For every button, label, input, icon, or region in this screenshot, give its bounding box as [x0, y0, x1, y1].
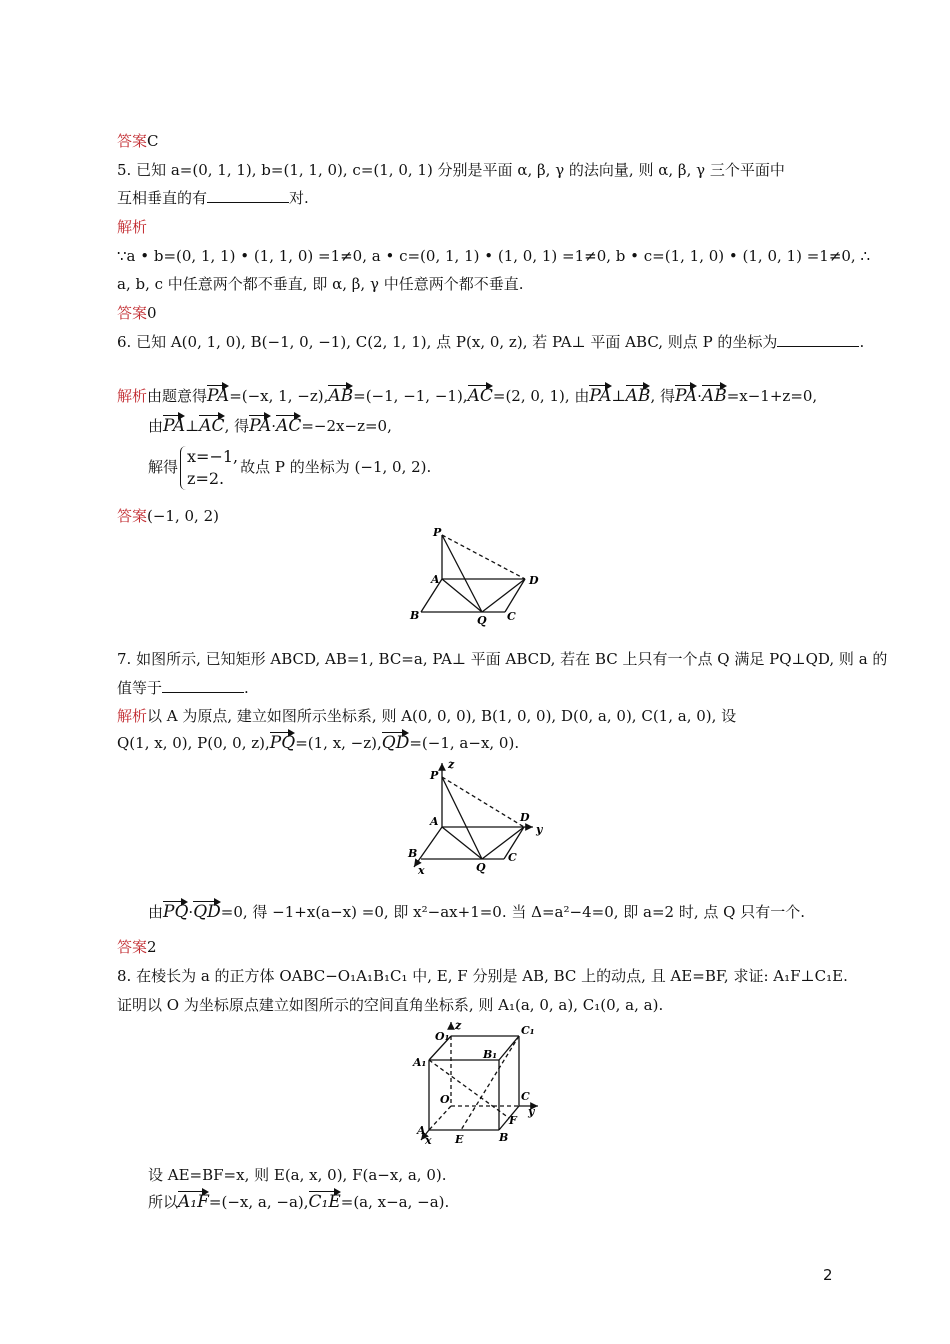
label-D: D	[520, 811, 530, 824]
q5-stem-line1: 5. 已知 a=(0, 1, 1), b=(1, 1, 0), c=(1, 0, 1) 分别是平面 α, β, γ 的法向量, 则 α, β, γ 三个平面中	[117, 161, 785, 179]
page-number: 2	[823, 1266, 833, 1284]
label-C1: C₁	[521, 1024, 535, 1037]
edge-PQ	[442, 535, 482, 612]
label-B: B	[408, 847, 418, 860]
vector-C1E: C₁E	[309, 1188, 341, 1210]
label-P: P	[433, 526, 442, 539]
vector-PA: PA	[207, 382, 229, 404]
edge-AQ	[442, 579, 482, 612]
label-O1: O₁	[435, 1030, 450, 1043]
figure-pyramid-axes	[400, 757, 550, 879]
q5-stem-line2: 互相垂直的有 对.	[117, 189, 309, 207]
q7-stem-line1: 7. 如图所示, 已知矩形 ABCD, AB=1, BC=a, PA⊥ 平面 ABCD, 若在 BC 上只有一个点 Q 满足 PQ⊥QD, 则 a 的	[117, 650, 888, 668]
q5-analysis-label: 解析	[117, 218, 148, 236]
equation-system: x=−1, z=2.	[180, 446, 238, 490]
edge-PD	[442, 535, 525, 579]
edge-AQ	[442, 827, 482, 859]
label-y: y	[536, 823, 543, 836]
q5-answer-line: 答案0	[117, 304, 157, 322]
label-A: A	[430, 815, 439, 828]
q7-stem-line2: 值等于 .	[117, 679, 249, 697]
answer-blank	[207, 188, 289, 203]
label-O: O	[440, 1093, 450, 1106]
edge-DC	[505, 579, 525, 612]
label-B1: B₁	[483, 1048, 498, 1061]
figure-pyramid	[405, 522, 545, 627]
label-D: D	[529, 574, 539, 587]
vector-AC: AC	[468, 382, 493, 404]
prev-answer-line	[117, 130, 159, 152]
label-C: C	[507, 610, 516, 623]
label-E: E	[455, 1133, 464, 1146]
answer-blank	[777, 332, 859, 347]
answer-value: C	[147, 132, 159, 150]
segment-A1F	[429, 1060, 509, 1118]
label-C: C	[508, 851, 517, 864]
edge-B1C1	[499, 1036, 519, 1060]
label-x: x	[425, 1134, 432, 1147]
label-P: P	[430, 769, 439, 782]
q7-analysis-line1: 解析以 A 为原点, 建立如图所示坐标系, 则 A(0, 0, 0), B(1, 0, 0), D(0, a, 0), C(1, a, 0), 设	[117, 707, 737, 725]
edge-DQ	[482, 579, 525, 612]
label-C: C	[521, 1090, 530, 1103]
answer-label: 答案	[117, 132, 148, 150]
label-B: B	[410, 609, 420, 622]
label-B: B	[499, 1131, 509, 1144]
q7-analysis-line3: 由PQ·QD=0, 得 −1+x(a−x) =0, 即 x²−ax+1=0. 当 Δ=a²−4=0, 即 a=2 时, 点 Q 只有一个.	[148, 898, 805, 923]
edge-DQ	[482, 827, 524, 859]
label-A1: A₁	[413, 1056, 427, 1069]
label-z: z	[455, 1019, 462, 1032]
q6-stem: 6. 已知 A(0, 1, 0), B(−1, 0, −1), C(2, 1, 1), 点 P(x, 0, z), 若 PA⊥ 平面 ABC, 则点 P 的坐标为 .	[117, 333, 865, 351]
q7-answer-line: 答案2	[117, 938, 157, 956]
answer-blank	[162, 678, 244, 693]
axis-x	[414, 827, 442, 867]
vector-A1F: A₁F	[178, 1188, 209, 1210]
label-A: A	[431, 573, 440, 586]
q6-analysis-line2: 由PA⊥AC, 得PA·AC=−2x−z=0,	[148, 412, 392, 437]
edge-OA	[429, 1106, 451, 1130]
q6-analysis-line1: 解析由题意得PA=(−x, 1, −z),AB=(−1, −1, −1),AC=(2, 0, 1), 由PA⊥AB, 得PA·AB=x−1+z=0,	[117, 382, 817, 407]
q8-proof-line3: 所以A₁F=(−x, a, −a),C₁E=(a, x−a, −a).	[148, 1188, 449, 1213]
q6-answer-line: 答案(−1, 0, 2)	[117, 507, 219, 525]
vector-QD: QD	[382, 729, 410, 751]
label-z: z	[448, 758, 455, 771]
vector-AB: AB	[328, 382, 353, 404]
label-Q: Q	[477, 614, 487, 627]
q6-solve-line: 解得 x=−1, z=2. 故点 P 的坐标为 (−1, 0, 2).	[148, 447, 432, 488]
q8-stem: 8. 在棱长为 a 的正方体 OABC−O₁A₁B₁C₁ 中, E, F 分别是 AB, BC 上的动点, 且 AE=BF, 求证: A₁F⊥C₁E.	[117, 967, 848, 985]
q8-proof-line1: 证明以 O 为坐标原点建立如图所示的空间直角坐标系, 则 A₁(a, 0, a), C₁(0, a, a).	[117, 996, 664, 1014]
vector-PQ: PQ	[270, 729, 295, 751]
figure-cube	[405, 1018, 555, 1148]
label-F: F	[509, 1114, 517, 1127]
label-x: x	[418, 864, 425, 877]
label-y: y	[528, 1105, 535, 1118]
q8-proof-line2: 设 AE=BF=x, 则 E(a, x, 0), F(a−x, a, 0).	[148, 1166, 447, 1184]
q7-analysis-line2: Q(1, x, 0), P(0, 0, z),PQ=(1, x, −z),QD=(−1, a−x, 0).	[117, 729, 519, 754]
label-A: A	[417, 1124, 426, 1137]
q5-analysis-line1: ∵a • b=(0, 1, 1) • (1, 1, 0) =1≠0, a • c=(0, 1, 1) • (1, 0, 1) =1≠0, b • c=(1, 1, 0) • (1, 0, 1) =1≠0, ∴	[117, 247, 871, 265]
label-Q: Q	[476, 861, 486, 874]
q5-analysis-line2: a, b, c 中任意两个都不垂直, 即 α, β, γ 中任意两个都不垂直.	[117, 275, 524, 293]
